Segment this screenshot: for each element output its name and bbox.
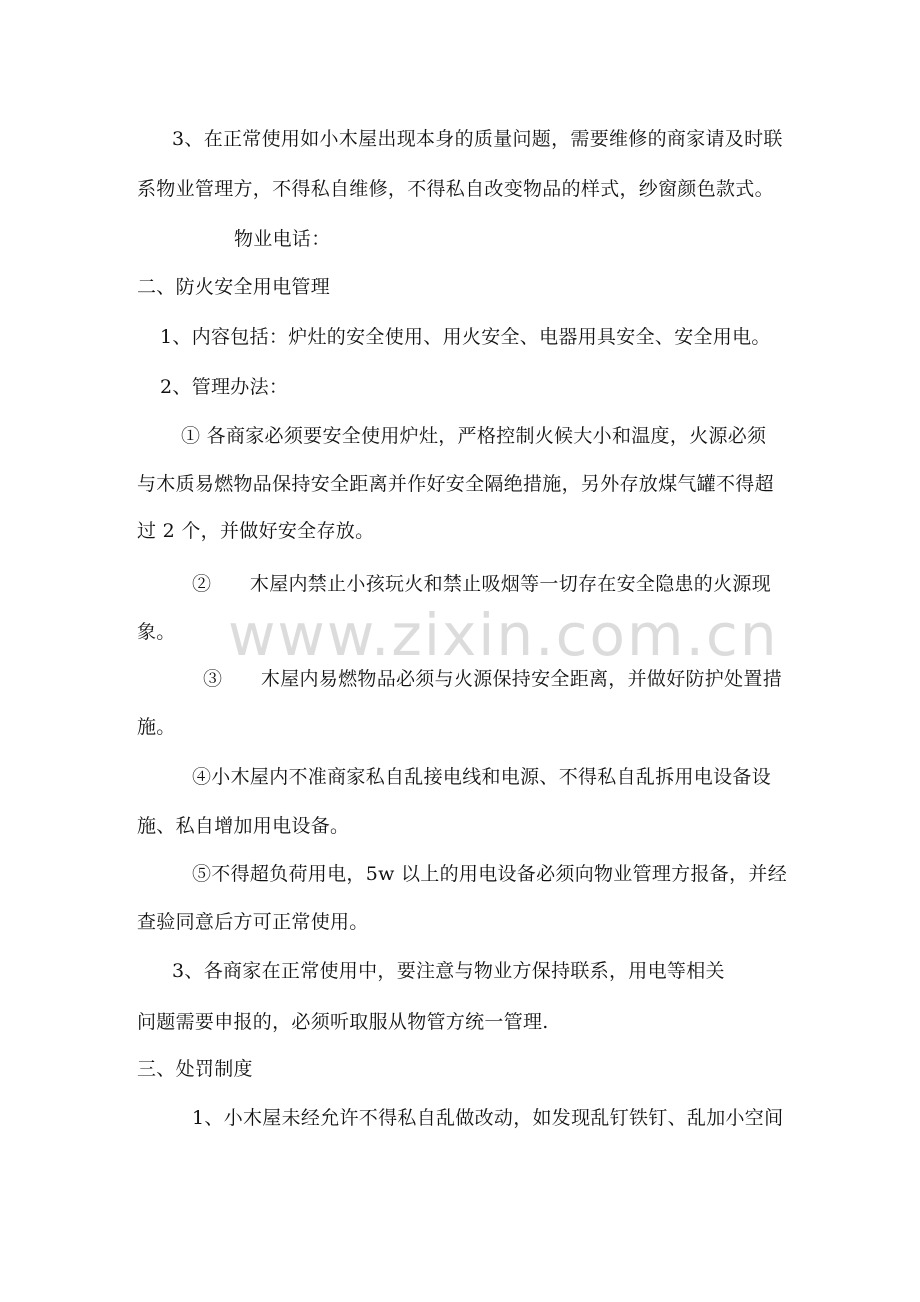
- section-heading: 三、处罚制度: [137, 1058, 253, 1080]
- text-line: 施。: [137, 716, 176, 738]
- text-line: 查验同意后方可正常使用。: [137, 911, 369, 933]
- section-heading: 二、防火安全用电管理: [137, 276, 331, 298]
- text-line: 施、私自增加用电设备。: [137, 815, 350, 837]
- text-line: 问题需要申报的，必须听取服从物管方统一管理.: [137, 1011, 549, 1033]
- text-line: 系物业管理方，不得私自维修，不得私自改变物品的样式，纱窗颜色款式。: [137, 178, 774, 200]
- text-line: 1、内容包括：炉灶的安全使用、用火安全、电器用具安全、安全用电。: [160, 326, 771, 348]
- text-line: 3、各商家在正常使用中，要注意与物业方保持联系，用电等相关: [172, 960, 725, 982]
- text-line: ① 各商家必须要安全使用炉灶，严格控制火候大小和温度，火源必须: [181, 425, 767, 447]
- text-line: 象。: [137, 621, 176, 643]
- watermark: www.zixin.com.cn: [228, 601, 779, 669]
- text-line: 物业电话：: [234, 228, 331, 250]
- text-line: ③ 木屋内易燃物品必须与火源保持安全距离，并做好防护处置措: [203, 668, 783, 690]
- text-line: 3、在正常使用如小木屋出现本身的质量问题，需要维修的商家请及时联: [172, 128, 783, 150]
- text-line: ② 木屋内禁止小孩玩火和禁止吸烟等一切存在安全隐患的火源现: [192, 573, 772, 595]
- text-line: 2、管理办法：: [160, 376, 289, 398]
- text-line: ④小木屋内不准商家私自乱接电线和电源、不得私自乱拆用电设备设: [192, 766, 772, 788]
- text-line: 与木质易燃物品保持安全距离并作好安全隔绝措施，另外存放煤气罐不得超: [137, 473, 774, 495]
- text-line: ⑤不得超负荷用电，5w 以上的用电设备必须向物业管理方报备，并经: [192, 863, 787, 885]
- text-line: 1、小木屋未经允许不得私自乱做改动，如发现乱钉铁钉、乱加小空间: [192, 1107, 784, 1129]
- text-line: 过 2 个，并做好安全存放。: [137, 520, 375, 542]
